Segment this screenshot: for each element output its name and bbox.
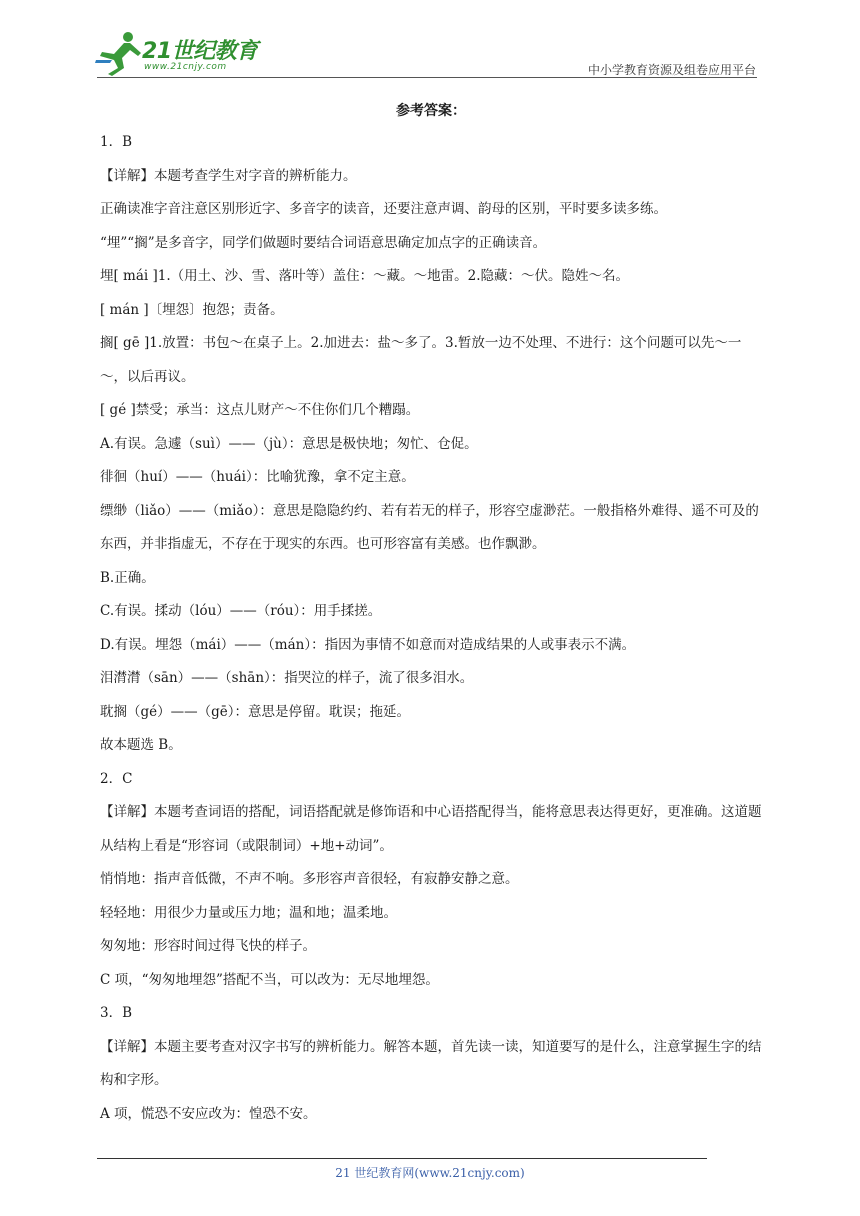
answer-line: 1．B xyxy=(100,134,133,150)
answer-line: 泪潸潸（sān）——（shān）：指哭泣的样子，流了很多泪水。 xyxy=(100,670,474,686)
answer-line: 轻轻地：用很少力量或压力地；温和地；温柔地。 xyxy=(100,904,397,921)
platform-label: 中小学教育资源及组卷应用平台 xyxy=(587,63,756,77)
answer-content xyxy=(100,96,762,1131)
answer-line: 【详解】本题考查词语的搭配，词语搭配就是修饰语和中心语搭配得当，能将意思表达得更好，更准确。这道题从结构上看是“形容词（或限制词）+地+动词”。 xyxy=(100,804,762,854)
logo-text: 21世纪教育 xyxy=(142,39,258,64)
answer-line: [ mán ]〔埋怨〕抱怨；责备。 xyxy=(100,301,284,318)
answer-line: 正确读准字音注意区别形近字、多音字的读音，还要注意声调、韵母的区别，平时要多读多练。 xyxy=(100,201,667,217)
answer-line: 徘徊（huí）——（huái）：比喻犹豫，拿不定主意。 xyxy=(100,469,415,485)
answer-line: B.正确。 xyxy=(100,569,155,586)
answer-line: 耽搁（gé）——（gē）：意思是停留。耽误；拖延。 xyxy=(100,703,411,720)
page-title: 参考答案： xyxy=(396,103,466,119)
page-footer: 21 世纪教育网(www.21cnjy.com) xyxy=(335,1166,525,1180)
answer-line: A 项，慌恐不安应改为：惶恐不安。 xyxy=(100,1105,317,1122)
answer-line: [ gé ]禁受；承当：这点儿财产～不住你们几个糟蹋。 xyxy=(100,402,420,418)
answer-line: D.有误。埋怨（mái）——（mán）：指因为事情不如意而对造成结果的人或事表示不满。 xyxy=(100,636,636,653)
answer-line: 2．C xyxy=(100,770,133,787)
answer-line: 匆匆地：形容时间过得飞快的样子。 xyxy=(100,938,316,954)
answer-line: 缥缈（liǎo）——（miǎo）：意思是隐隐约约、若有若无的样子，形容空虚渺茫。一般指格外难得、遥不可及的东西，并非指虚无，不存在于现实的东西。也可形容富有美感。也作飘渺。 xyxy=(100,502,759,552)
answer-line: 埋[ mái ]1.（用土、沙、雪、落叶等）盖住：～藏。～地雷。2.隐藏：～伏。隐姓～名。 xyxy=(100,268,630,284)
answer-line: 搁[ gē ]1.放置：书包～在桌子上。2.加进去：盐～多了。3.暂放一边不处理、不进行：这个问题可以先～一～，以后再议。 xyxy=(100,335,742,385)
answer-line: C.有误。揉动（lóu）——（róu）：用手揉搓。 xyxy=(100,603,382,619)
answer-line: 【详解】本题考查学生对字音的辨析能力。 xyxy=(100,167,357,184)
answer-line: 3．B xyxy=(100,1005,133,1021)
logo-url: www.21cnjy.com xyxy=(144,62,227,72)
answer-line: C 项，“匆匆地埋怨”搭配不当，可以改为：无尽地埋怨。 xyxy=(100,971,439,988)
running-figure-icon xyxy=(94,30,144,76)
answer-line: “埋”“搁”是多音字，同学们做题时要结合词语意思确定加点字的正确读音。 xyxy=(100,234,547,251)
answer-line: 故本题选 B。 xyxy=(100,737,182,753)
answer-line: 【详解】本题主要考查对汉字书写的辨析能力。解答本题，首先读一读，知道要写的是什么，注意掌握生字的结构和字形。 xyxy=(100,1038,762,1088)
answer-line: A.有误。急遽（suì）——（jù）：意思是极快地；匆忙、仓促。 xyxy=(100,435,478,452)
footer-divider xyxy=(97,1158,707,1159)
header-divider xyxy=(97,77,757,78)
site-logo xyxy=(94,30,264,80)
answer-line: 悄悄地：指声音低微，不声不响。多形容声音很轻，有寂静安静之意。 xyxy=(100,871,519,887)
page-header xyxy=(0,0,860,80)
